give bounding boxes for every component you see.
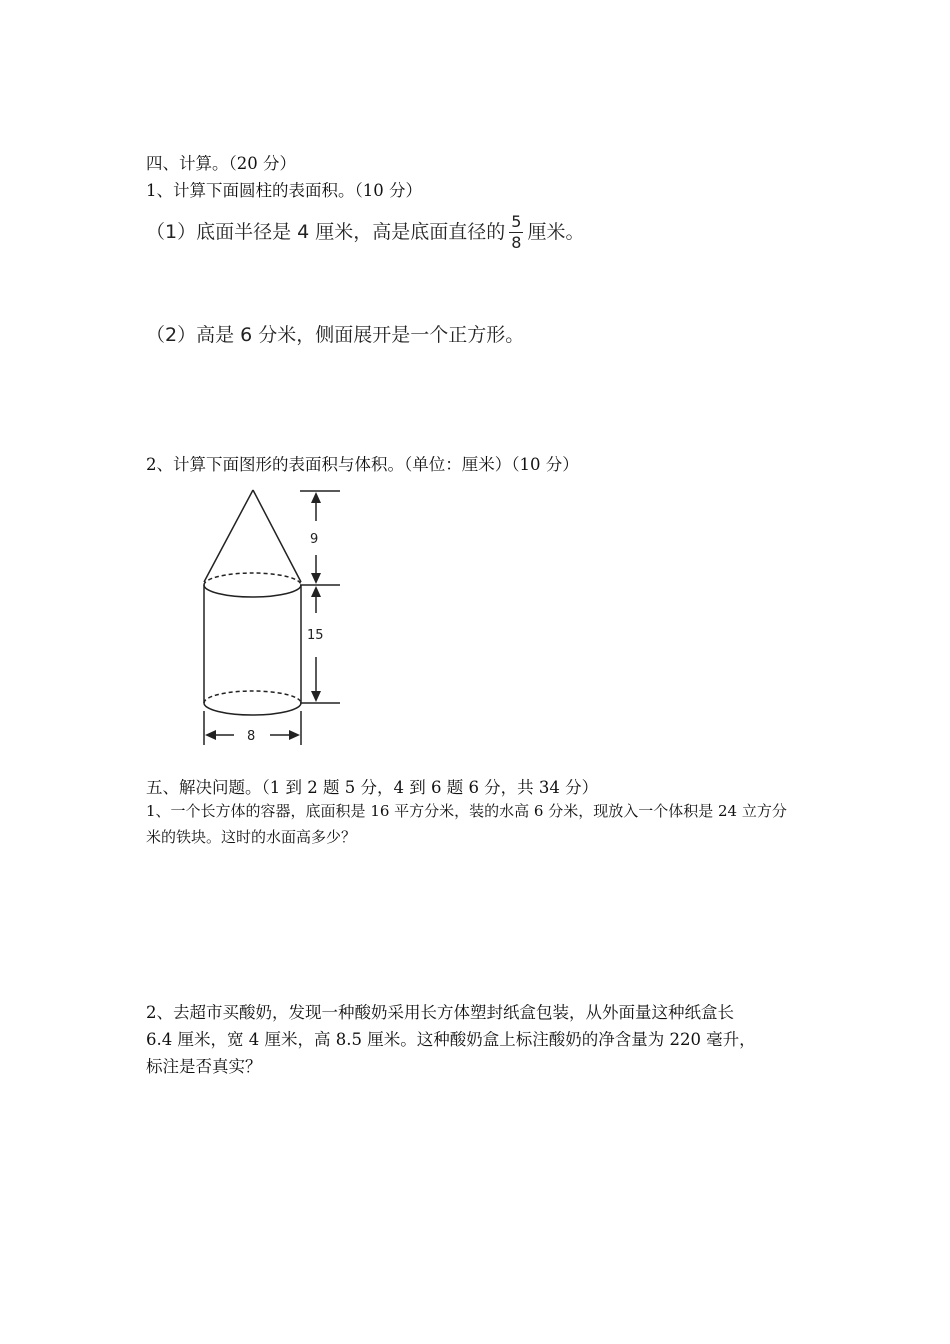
part1-text-after: 厘米。 <box>527 221 585 243</box>
cone-left-edge <box>204 490 253 582</box>
fraction-numerator: 5 <box>511 212 522 231</box>
top-ellipse-back <box>204 573 301 585</box>
arrowhead <box>205 730 216 740</box>
fraction <box>509 212 523 253</box>
arrowhead <box>289 730 300 740</box>
arrowhead <box>311 573 321 584</box>
cone-right-edge <box>253 490 301 582</box>
section5-title: 五、解决问题。（1 到 2 题 5 分，4 到 6 题 6 分，共 34 分） <box>146 778 599 797</box>
section5-q1-line1: 1、一个长方体的容器，底面积是 16 平方分米，装的水高 6 分米，现放入一个体积是 24 立方分 <box>146 802 787 820</box>
arrowhead <box>311 691 321 702</box>
cylinder-height-label: 15 <box>307 628 324 643</box>
section5-q1-line2: 米的铁块。这时的水面高多少？ <box>146 828 357 846</box>
cone-height-label: 9 <box>310 532 319 547</box>
section4-q1-title: 1、计算下面圆柱的表面积。（10 分） <box>146 181 422 200</box>
cone-cylinder-figure <box>190 485 360 750</box>
section5-q2-line2: 6.4 厘米，宽 4 厘米，高 8.5 厘米。这种酸奶盒上标注酸奶的净含量为 220 毫升， <box>146 1030 756 1049</box>
section4-title: 四、计算。（20 分） <box>146 154 296 173</box>
section4-q1-part2: （2）高是 6 分米，侧面展开是一个正方形。 <box>146 324 525 346</box>
part1-text-before: （1）底面半径是 4 厘米，高是底面直径的 <box>146 221 506 243</box>
diameter-label: 8 <box>247 729 256 744</box>
bottom-ellipse-front <box>204 703 301 715</box>
bottom-ellipse-back <box>204 691 301 703</box>
section5-q2-line3: 标注是否真实？ <box>146 1057 262 1076</box>
top-ellipse-front <box>204 585 301 597</box>
section4-q2-title: 2、计算下面图形的表面积与体积。（单位：厘米）（10 分） <box>146 455 579 474</box>
fraction-denominator: 8 <box>511 233 522 252</box>
arrowhead <box>311 586 321 597</box>
section4-q1-part1 <box>146 205 584 259</box>
section5-q2-line1: 2、去超市买酸奶，发现一种酸奶采用长方体塑封纸盒包装，从外面量这种纸盒长 <box>146 1003 734 1022</box>
arrowhead <box>311 492 321 503</box>
